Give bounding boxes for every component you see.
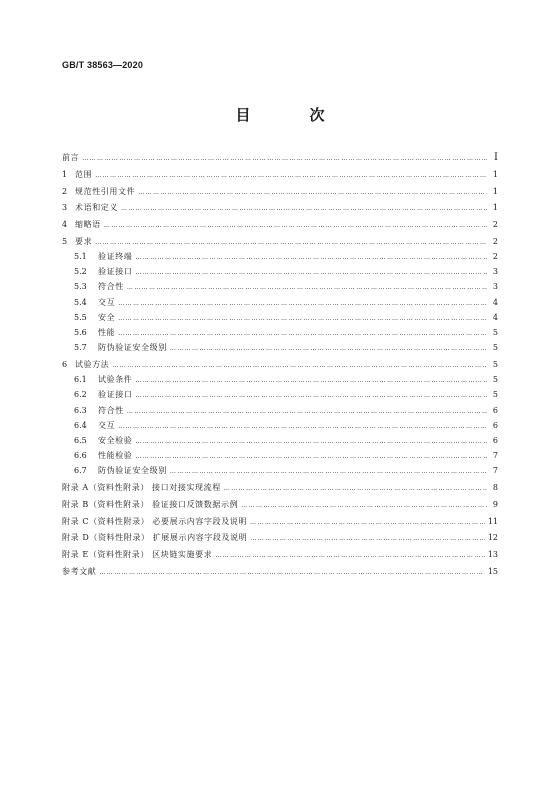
toc-entry-5-4[interactable] — [62, 295, 498, 310]
dot-leader — [135, 270, 487, 276]
toc-entry-number: 6 — [62, 360, 68, 369]
toc-entry-page: I — [494, 152, 498, 163]
toc-entry-6-5[interactable] — [62, 433, 498, 448]
toc-entry-5-1[interactable] — [62, 249, 498, 264]
toc-entry-number: 5.3 — [74, 282, 87, 292]
toc-entry-number: 6.7 — [74, 466, 87, 476]
toc-entry-label: 要求 — [75, 236, 93, 246]
toc-entry-test-methods[interactable] — [62, 357, 498, 372]
toc-entry-label: 符合性 — [98, 282, 124, 292]
dot-leader — [250, 520, 485, 526]
dot-leader — [135, 378, 487, 384]
dot-leader — [104, 223, 487, 229]
toc-entry-6-6[interactable] — [62, 448, 498, 463]
toc-entry-page: 11 — [487, 516, 498, 526]
toc-entry-label: 附录 A（资料性附录） 接口对接实现流程 — [62, 483, 221, 493]
toc-entry-label: 缩略语 — [75, 220, 101, 230]
toc-entry-6-2[interactable] — [62, 387, 498, 402]
toc-entry-number: 5.1 — [74, 252, 87, 262]
toc-entry-5-5[interactable] — [62, 310, 498, 325]
toc-entry-page: 13 — [487, 550, 498, 560]
toc-entry-bibliography[interactable] — [62, 564, 498, 579]
toc-entry-6-7[interactable] — [62, 463, 498, 478]
toc-entry-page: 4 — [492, 297, 498, 307]
dot-leader — [118, 316, 487, 322]
toc-entry-page: 6 — [492, 405, 498, 415]
toc-entry-5-2[interactable] — [62, 264, 498, 279]
dot-leader — [118, 331, 487, 337]
dot-leader — [82, 156, 487, 162]
toc-entry-page: 12 — [487, 533, 498, 543]
toc-entry-number: 3 — [62, 203, 68, 213]
toc-entry-label: 附录 E（资料性附录） 区块链实施要求 — [62, 550, 213, 560]
dot-leader — [135, 439, 487, 445]
toc-entry-annex-a[interactable] — [62, 480, 498, 495]
toc-entry-number: 5.2 — [74, 267, 87, 277]
toc-entry-number: 4 — [62, 220, 68, 230]
toc-entry-page: 6 — [492, 435, 498, 445]
toc-entry-number: 5.5 — [74, 312, 87, 322]
toc-entry-number: 6.5 — [74, 435, 87, 445]
toc-entry-annex-b[interactable] — [62, 497, 498, 512]
toc-entry-label: 范围 — [75, 169, 93, 179]
dot-leader — [135, 393, 487, 399]
toc-entry-5-6[interactable] — [62, 325, 498, 340]
toc-entry-page: 7 — [492, 466, 498, 476]
dot-leader — [135, 454, 487, 460]
toc-entry-page: 5 — [492, 343, 498, 353]
toc-entry-label: 试验条件 — [98, 375, 133, 385]
toc-entry-label: 防伪验证安全级别 — [98, 343, 167, 353]
toc-entry-page: 15 — [487, 567, 498, 576]
toc-entry-number: 6.6 — [74, 451, 87, 461]
toc-entry-page: 9 — [492, 499, 498, 509]
toc-entry-requirements[interactable] — [62, 234, 498, 249]
dot-leader — [250, 536, 485, 542]
toc-entry-label: 前言 — [62, 153, 80, 162]
toc-entry-page: 5 — [492, 360, 498, 369]
toc-entry-page: 2 — [492, 220, 498, 230]
toc-entry-6-1[interactable] — [62, 372, 498, 387]
dot-leader — [127, 285, 487, 291]
dot-leader — [138, 190, 487, 196]
toc-entry-page: 1 — [492, 203, 498, 213]
table-of-contents — [62, 150, 498, 579]
toc-entry-5-3[interactable] — [62, 279, 498, 294]
toc-entry-number: 5 — [62, 236, 68, 246]
toc-entry-label: 符合性 — [98, 405, 124, 415]
toc-entry-page: 5 — [492, 390, 498, 400]
toc-entry-abbreviations[interactable] — [62, 217, 498, 232]
toc-entry-number: 1 — [62, 169, 68, 179]
toc-entry-page: 1 — [492, 186, 498, 196]
toc-entry-page: 1 — [492, 169, 498, 179]
toc-entry-number: 5.7 — [74, 343, 87, 353]
dot-leader — [118, 301, 487, 307]
toc-entry-6-3[interactable] — [62, 403, 498, 418]
dot-leader — [95, 173, 487, 179]
toc-entry-label: 交互 — [98, 297, 116, 307]
toc-entry-page: 4 — [492, 312, 498, 322]
toc-entry-label: 验证接口 — [98, 267, 133, 277]
toc-title: 目 次 — [235, 106, 347, 124]
toc-entry-annex-c[interactable] — [62, 514, 498, 529]
toc-entry-page: 2 — [492, 236, 498, 246]
toc-entry-label: 参考文献 — [62, 567, 97, 576]
dot-leader — [170, 346, 487, 352]
toc-entry-page: 3 — [492, 282, 498, 292]
toc-entry-number: 6.2 — [74, 390, 87, 400]
toc-entry-page: 2 — [492, 252, 498, 262]
toc-entry-page: 7 — [492, 451, 498, 461]
toc-entry-number: 6.4 — [74, 420, 87, 430]
toc-entry-6-4[interactable] — [62, 418, 498, 433]
toc-entry-normative-references[interactable] — [62, 184, 498, 199]
dot-leader — [135, 255, 487, 261]
toc-entry-number: 6.3 — [74, 405, 87, 415]
toc-entry-number: 6.1 — [74, 375, 87, 385]
toc-entry-label: 交互 — [98, 420, 116, 430]
toc-entry-label: 附录 C（资料性附录） 必要展示内容字段及说明 — [62, 516, 248, 526]
toc-entry-number: 2 — [62, 186, 68, 196]
toc-entry-annex-d[interactable] — [62, 530, 498, 545]
toc-entry-annex-e[interactable] — [62, 547, 498, 562]
toc-entry-page: 3 — [492, 267, 498, 277]
dot-leader — [215, 553, 484, 559]
toc-entry-label: 规范性引用文件 — [75, 186, 136, 196]
toc-entry-label: 验证接口 — [98, 390, 133, 400]
toc-entry-foreword[interactable] — [62, 150, 498, 165]
toc-entry-label: 性能 — [98, 328, 116, 338]
toc-entry-5-7[interactable] — [62, 340, 498, 355]
toc-entry-label: 附录 D（资料性附录） 扩展展示内容字段及说明 — [62, 533, 248, 543]
toc-entry-page: 8 — [492, 483, 498, 493]
dot-leader — [224, 486, 487, 492]
toc-entry-label: 安全检验 — [98, 435, 133, 445]
toc-entry-label: 防伪验证安全级别 — [98, 466, 167, 476]
toc-entry-page: 5 — [492, 375, 498, 385]
toc-entry-label: 验证终端 — [98, 252, 133, 262]
dot-leader — [95, 240, 487, 246]
dot-leader — [118, 424, 487, 430]
toc-entry-label: 术语和定义 — [75, 203, 118, 213]
toc-entry-label: 安全 — [98, 312, 116, 322]
toc-entry-label: 附录 B（资料性附录） 验证接口反馈数据示例 — [62, 499, 239, 509]
toc-entry-page: 6 — [492, 420, 498, 430]
dot-leader — [99, 570, 484, 576]
dot-leader — [127, 409, 487, 415]
dot-leader — [241, 503, 487, 509]
toc-entry-label: 性能检验 — [98, 451, 133, 461]
toc-entry-label: 试验方法 — [75, 360, 110, 369]
dot-leader — [112, 363, 487, 369]
dot-leader — [121, 206, 487, 212]
toc-entry-page: 5 — [492, 328, 498, 338]
toc-entry-scope[interactable] — [62, 167, 498, 182]
dot-leader — [170, 469, 487, 475]
standard-code: GB/T 38563—2020 — [62, 60, 144, 70]
toc-entry-number: 5.6 — [74, 328, 87, 338]
toc-entry-terms[interactable] — [62, 200, 498, 215]
toc-entry-number: 5.4 — [74, 297, 87, 307]
